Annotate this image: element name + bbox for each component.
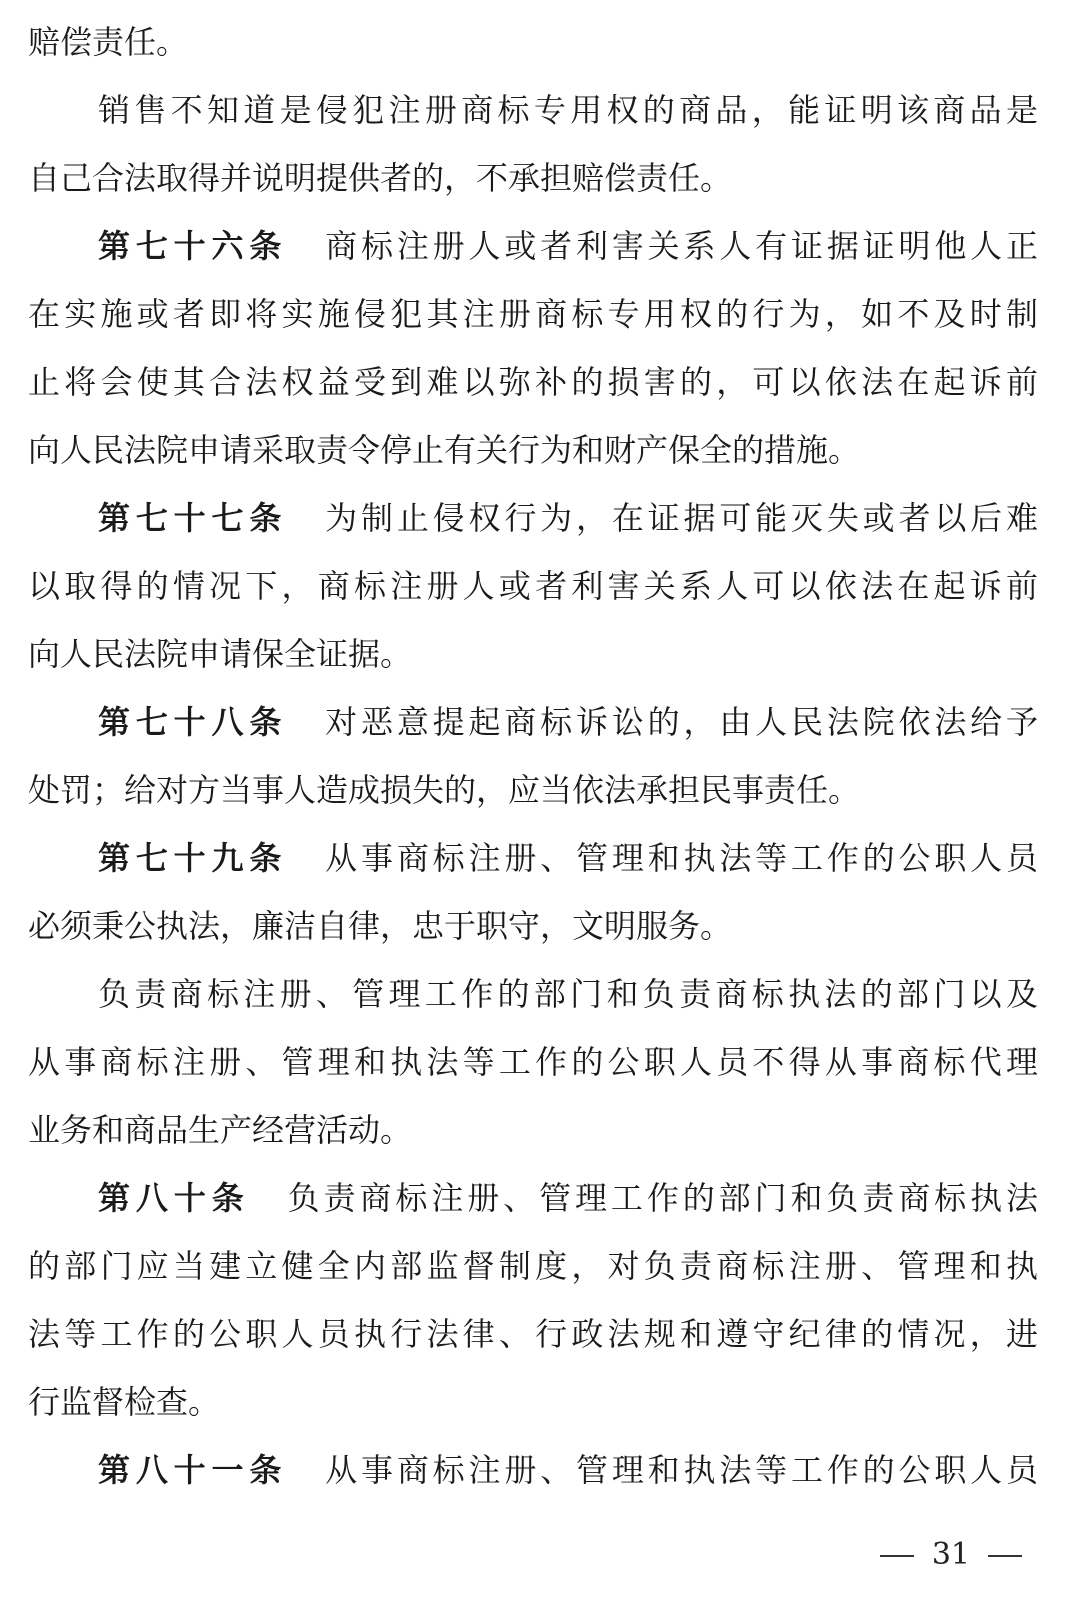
text-line: [28, 761, 1038, 819]
article-heading: 第八十条: [98, 1179, 250, 1217]
text-line: [28, 1373, 1038, 1431]
page-footer: [862, 1530, 1040, 1580]
line-text: 的部门应当建立健全内部监督制度，对负责商标注册、管理和执: [28, 1247, 1038, 1285]
line-text: 负责商标注册、管理工作的部门和负责商标执法: [287, 1179, 1038, 1217]
line-text: 必须秉公执法，廉洁自律，忠于职守，文明服务。: [28, 907, 733, 945]
line-text: 从事商标注册、管理和执法等工作的公职人员: [325, 839, 1038, 877]
article-78-line: [98, 693, 1038, 751]
line-text: 向人民法院申请保全证据。: [28, 635, 413, 673]
line-text: 法等工作的公职人员执行法律、行政法规和遵守纪律的情况，进: [28, 1315, 1038, 1353]
line-text: 赔偿责任。: [28, 23, 189, 61]
line-text: 止将会使其合法权益受到难以弥补的损害的，可以依法在起诉前: [28, 363, 1038, 401]
text-line: [28, 1305, 1038, 1363]
text-line: [28, 149, 1038, 207]
line-text: 从事商标注册、管理和执法等工作的公职人员: [325, 1451, 1038, 1489]
article-heading: 第七十六条: [98, 227, 288, 265]
line-text: 销售不知道是侵犯注册商标专用权的商品，能证明该商品是: [98, 91, 1038, 129]
article-heading: 第七十八条: [98, 703, 288, 741]
text-line: [28, 13, 1038, 71]
line-text: 负责商标注册、管理工作的部门和负责商标执法的部门以及: [98, 975, 1038, 1013]
article-81-line: [98, 1441, 1038, 1499]
article-heading: 第七十九条: [98, 839, 288, 877]
line-text: 从事商标注册、管理和执法等工作的公职人员不得从事商标代理: [28, 1043, 1038, 1081]
text-line: [28, 1033, 1038, 1091]
line-text: 以取得的情况下，商标注册人或者利害关系人可以依法在起诉前: [28, 567, 1038, 605]
paragraph-start-line: [98, 965, 1038, 1023]
line-text: 对恶意提起商标诉讼的，由人民法院依法给予: [325, 703, 1038, 741]
footer-dash-right: [988, 1555, 1022, 1557]
line-text: 自己合法取得并说明提供者的，不承担赔偿责任。: [28, 159, 733, 197]
article-76-line: [98, 217, 1038, 275]
text-line: [28, 897, 1038, 955]
line-text: 为制止侵权行为，在证据可能灭失或者以后难: [325, 499, 1038, 537]
text-line: [28, 353, 1038, 411]
article-80-line: [98, 1169, 1038, 1227]
text-line: [28, 625, 1038, 683]
line-text: 商标注册人或者利害关系人有证据证明他人正: [325, 227, 1038, 265]
line-text: 在实施或者即将实施侵犯其注册商标专用权的行为，如不及时制: [28, 295, 1038, 333]
text-line: [28, 557, 1038, 615]
line-text: 业务和商品生产经营活动。: [28, 1111, 413, 1149]
line-text: 行监督检查。: [28, 1383, 221, 1421]
text-line: [28, 285, 1038, 343]
paragraph-start-line: [98, 81, 1038, 139]
text-line: [28, 1101, 1038, 1159]
article-heading: 第七十七条: [98, 499, 288, 537]
page-number: 31: [931, 1537, 970, 1572]
text-line: [28, 1237, 1038, 1295]
article-79-line: [98, 829, 1038, 887]
footer-dash-left: [880, 1555, 914, 1557]
article-heading: 第八十一条: [98, 1451, 288, 1489]
line-text: 处罚；给对方当事人造成损失的，应当依法承担民事责任。: [28, 771, 861, 809]
article-77-line: [98, 489, 1038, 547]
text-line: [28, 421, 1038, 479]
line-text: 向人民法院申请采取责令停止有关行为和财产保全的措施。: [28, 431, 861, 469]
